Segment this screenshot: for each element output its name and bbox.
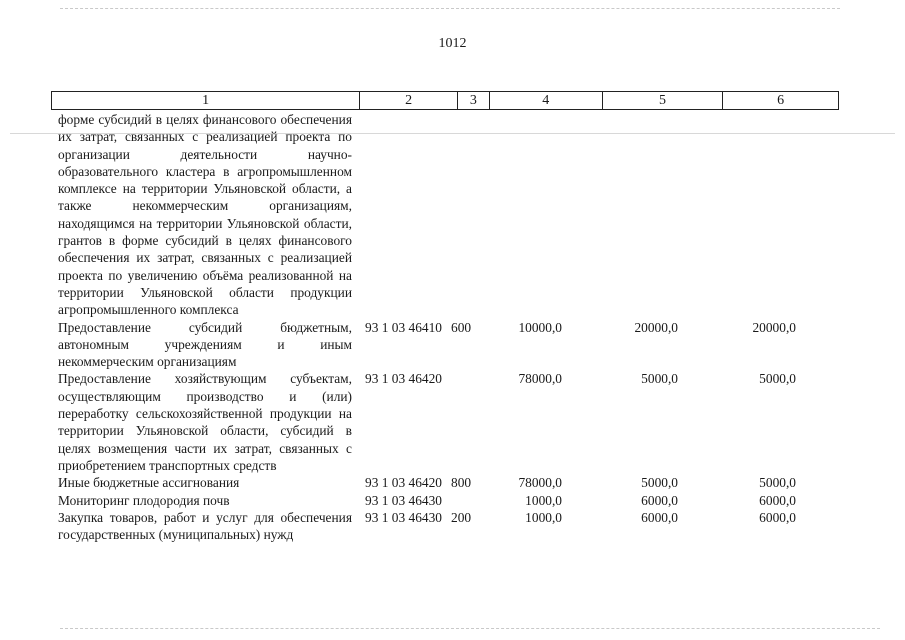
row-code: 93 1 03 46410 <box>365 319 442 335</box>
row-value-col5: 6000,0 <box>641 492 678 508</box>
row-code <box>365 111 457 319</box>
table-row <box>58 319 838 371</box>
table-row <box>58 509 838 544</box>
page-number: 1012 <box>438 36 467 51</box>
row-code: 93 1 03 46430 <box>365 509 442 525</box>
row-type <box>451 370 491 474</box>
row-name: Мониторинг плодородия почв <box>58 492 230 508</box>
column-header-2: 2 <box>360 92 458 109</box>
table-row <box>58 474 838 491</box>
row-type <box>451 492 491 509</box>
row-value-col6: 20000,0 <box>752 319 796 335</box>
row-code: 93 1 03 46420 <box>365 475 442 491</box>
row-value-col6: 6000,0 <box>759 492 796 508</box>
row-name: Иные бюджетные ассигнования <box>58 475 240 491</box>
row-code: 93 1 03 46420 <box>365 371 442 387</box>
row-value-col6: 5000,0 <box>759 371 796 387</box>
row-name: форме субсидий в целях финансового обеспечения их затрат, связанных с реализацией проекта по организации деятельности научно-образовательного кластера в агропромышленном комплексе на территории Ульяновской области, а также некоммерческим организациям, находящимся на территории Ульяновской области, грантов в форме субсидий в целях финансового обеспечения их затрат, связанных с реализацией проекта по увеличению объёма реализованной на территории Ульяновской области продукции агропромышленного комплекса <box>58 112 352 318</box>
table-row <box>58 370 838 474</box>
row-value-col5: 20000,0 <box>634 319 678 335</box>
column-header-4: 4 <box>490 92 603 109</box>
table-row <box>58 111 838 319</box>
row-name: Предоставление субсидий бюджетным, автономным учреждениям и иным некоммерческим организациям <box>58 319 352 370</box>
row-value-col4: 1000,0 <box>525 509 562 525</box>
table-row <box>58 492 838 509</box>
row-value-col4: 10000,0 <box>518 319 562 335</box>
column-header-1: 1 <box>52 92 360 109</box>
column-header-5: 5 <box>603 92 724 109</box>
row-value-col6: 5000,0 <box>759 475 796 491</box>
row-value-col6: 6000,0 <box>759 509 796 525</box>
row-code: 93 1 03 46430 <box>365 492 442 508</box>
row-value-col5: 5000,0 <box>641 371 678 387</box>
row-value-col6 <box>678 111 796 319</box>
column-header-3: 3 <box>458 92 490 109</box>
row-type <box>451 111 491 319</box>
row-value-col4: 78000,0 <box>518 475 562 491</box>
row-value-col4 <box>484 111 562 319</box>
row-value-col5: 6000,0 <box>641 509 678 525</box>
row-name: Закупка товаров, работ и услуг для обеспечения государственных (муниципальных) нужд <box>58 509 352 543</box>
row-type: 800 <box>451 475 472 491</box>
row-value-col4: 78000,0 <box>518 371 562 387</box>
row-name: Предоставление хозяйствующим субъектам, осуществляющим производство и (или) переработку сельскохозяйственной продукции на территории Ульяновской области, субсидий в целях возмещения части их затрат, связанных с приобретением транспортных средств <box>58 371 352 473</box>
row-type: 600 <box>451 319 472 335</box>
row-value-col5 <box>562 111 678 319</box>
table-header <box>51 91 839 110</box>
row-value-col4: 1000,0 <box>525 492 562 508</box>
row-value-col5: 5000,0 <box>641 475 678 491</box>
table-body <box>58 111 838 543</box>
column-header-6: 6 <box>777 93 785 108</box>
scan-artifact-bottom <box>60 628 880 629</box>
scan-artifact-top <box>60 8 840 9</box>
row-type: 200 <box>451 509 472 525</box>
